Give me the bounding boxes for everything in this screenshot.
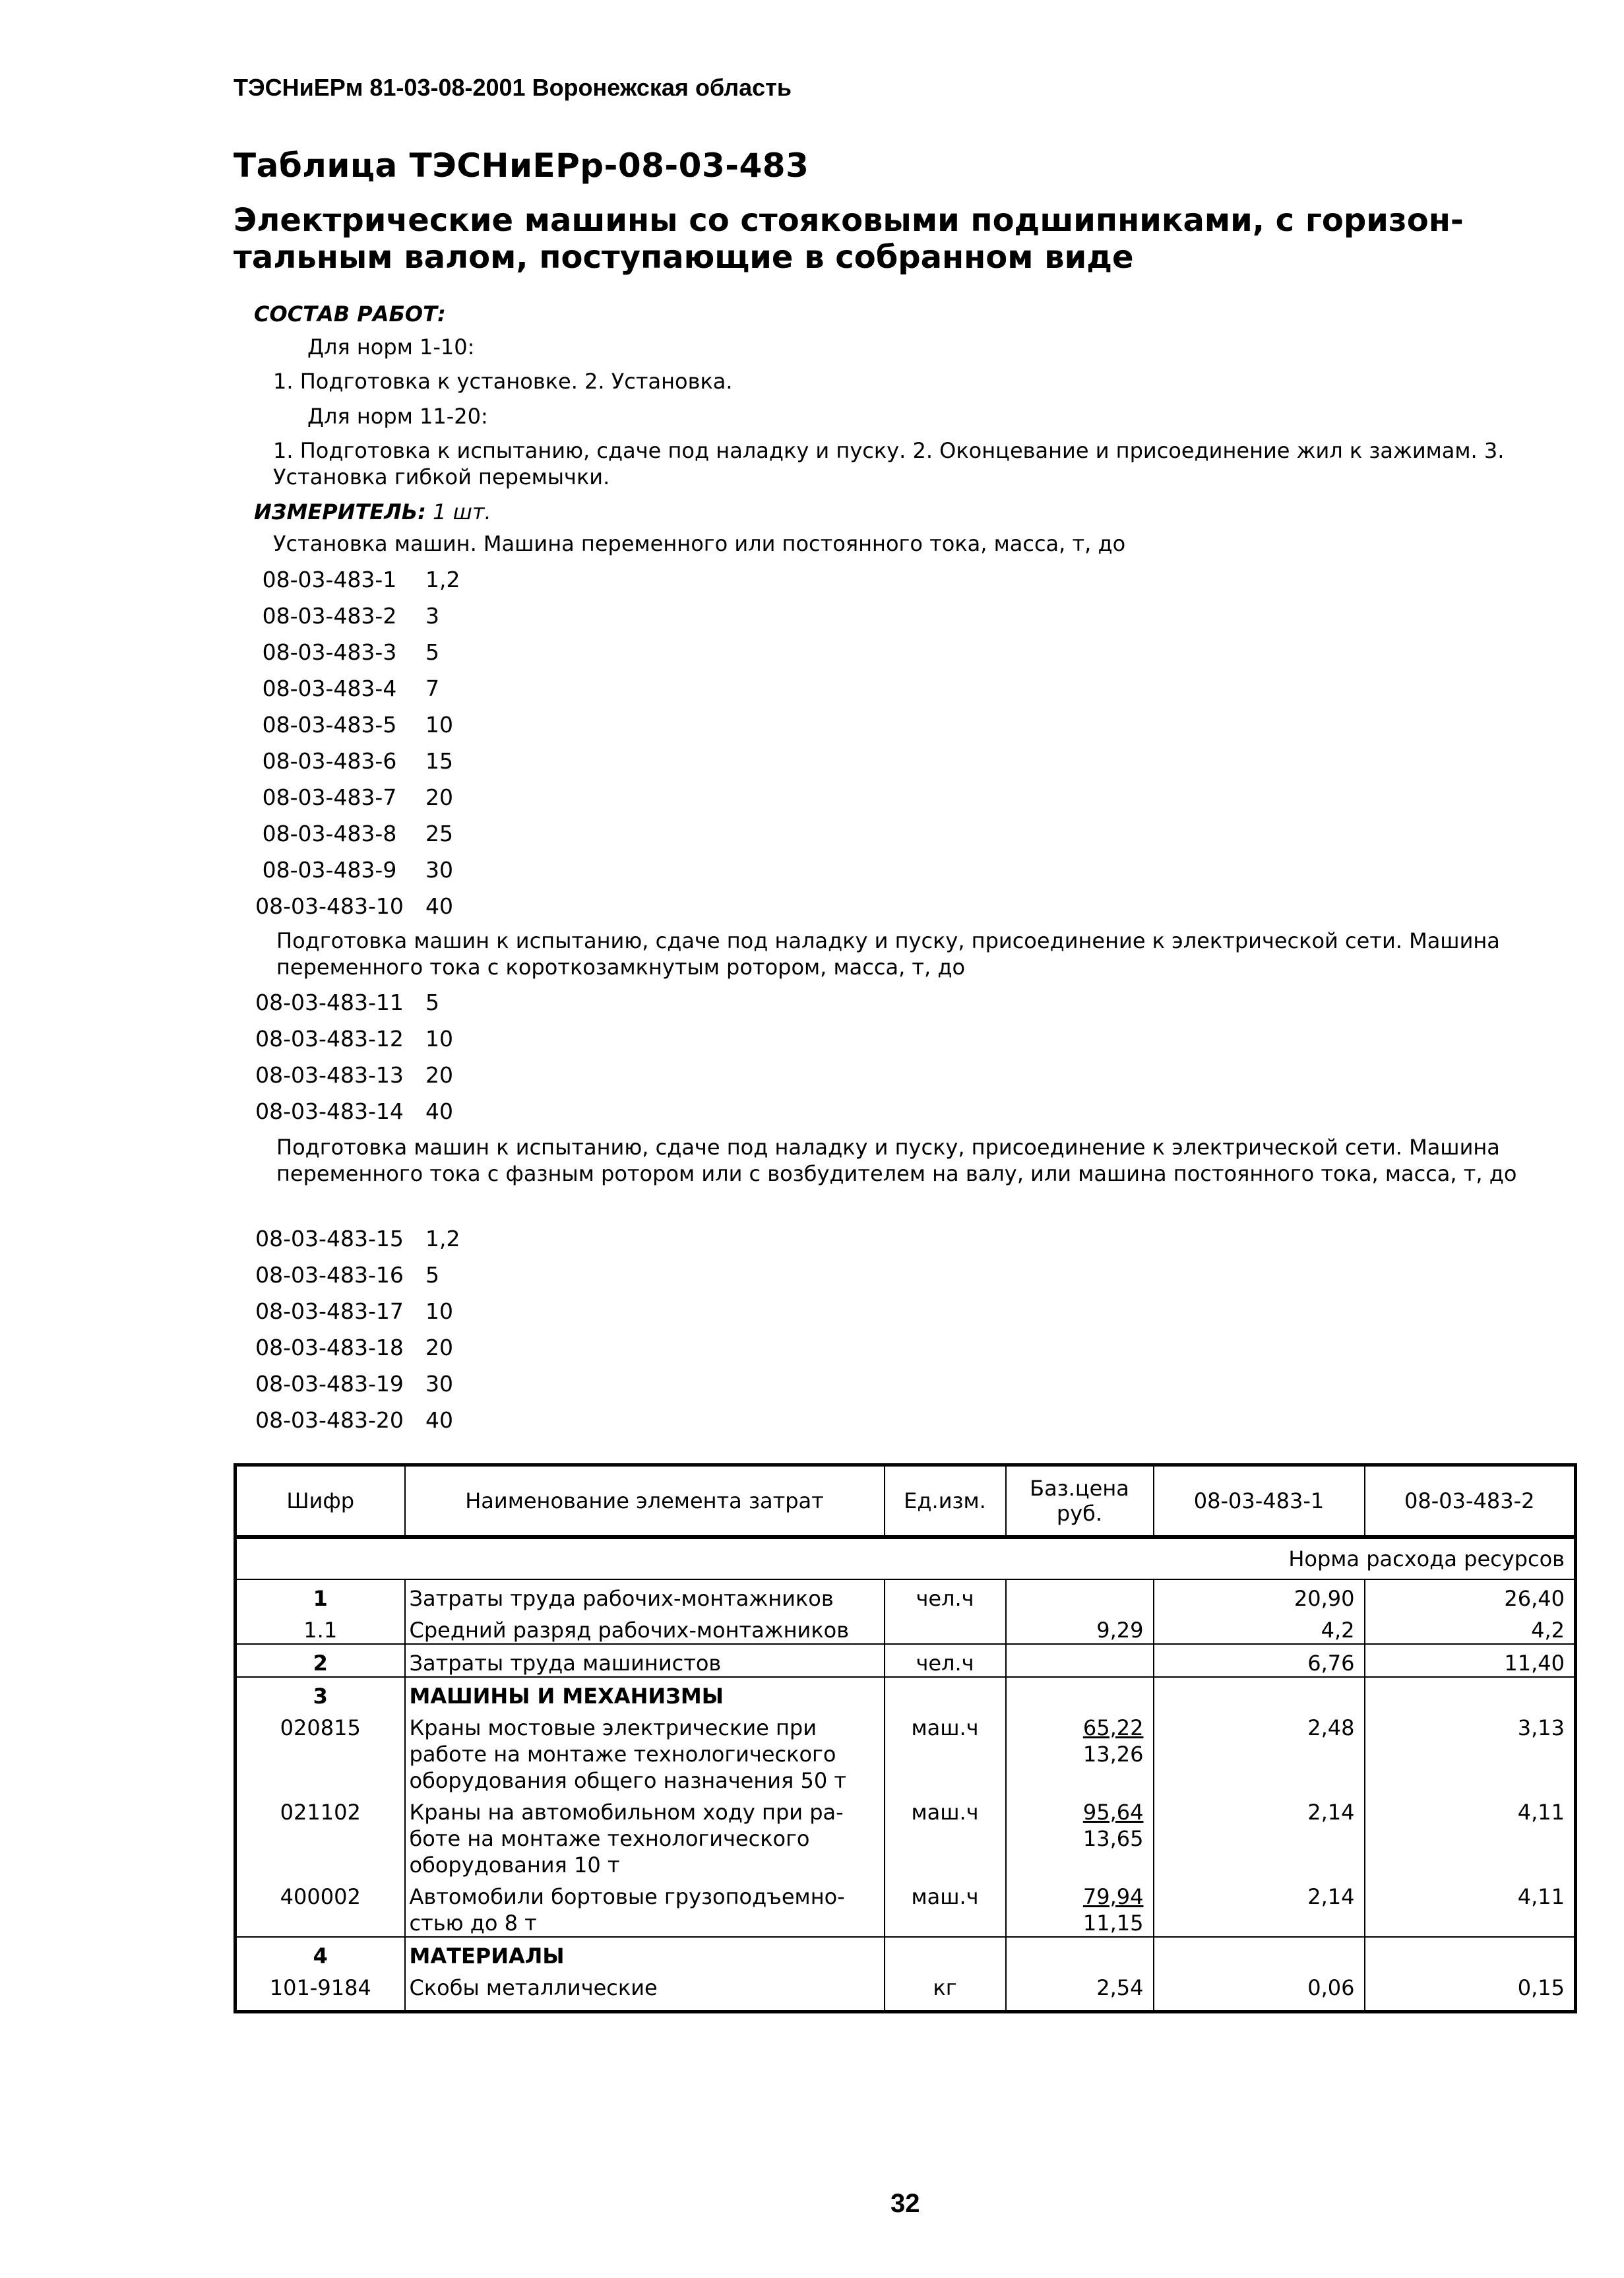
cell-unit xyxy=(885,1612,1006,1644)
cell-unit: маш.ч xyxy=(885,1709,1006,1794)
section-2-text: Подготовка машин к испытанию, сдаче под наладку и пуску, присоединение к электрической сети. Машина переменного тока с короткозамкнутым ротором, масса, т, до xyxy=(276,928,1500,980)
norm-mass: 7 xyxy=(425,676,439,701)
norm-mass: 30 xyxy=(425,1371,453,1397)
cell-norm-1: 2,14 xyxy=(1154,1878,1365,1937)
cell-name: Скобы металлические xyxy=(405,1969,885,2012)
norm-mass: 25 xyxy=(425,821,453,846)
cell-price xyxy=(1006,1937,1154,1969)
norm-code: 08-03-483-18 xyxy=(255,1335,404,1360)
norm-code-row xyxy=(234,1293,460,1329)
price-wage: 13,65 xyxy=(1082,1826,1144,1851)
cell-norm-2: 26,40 xyxy=(1365,1579,1576,1612)
table-title: Таблица ТЭСНиЕРр-08-03-483 xyxy=(234,146,809,185)
cell-norm-2: 11,40 xyxy=(1365,1644,1576,1677)
norm-mass: 1,2 xyxy=(425,567,460,592)
norm-mass: 20 xyxy=(425,1335,453,1360)
norm-code-row xyxy=(234,1329,460,1366)
norm-code: 08-03-483-7 xyxy=(262,784,397,810)
cell-price xyxy=(1006,1677,1154,1709)
cell-name: Затраты труда машинистов xyxy=(405,1644,885,1677)
price-main: 9,29 xyxy=(1096,1618,1144,1643)
cell-code: 400002 xyxy=(235,1878,405,1937)
cell-code: 4 xyxy=(235,1937,405,1969)
norm-code: 08-03-483-5 xyxy=(262,712,397,738)
group1-label: Для норм 1-10: xyxy=(307,334,475,360)
header-price: Баз.цена руб. xyxy=(1006,1465,1154,1538)
norm-code-row xyxy=(234,815,460,852)
cell-unit: чел.ч xyxy=(885,1644,1006,1677)
norm-code: 08-03-483-6 xyxy=(262,748,397,774)
norm-code-row xyxy=(234,1220,460,1257)
norm-code-row xyxy=(234,634,460,670)
cell-name: Затраты труда рабочих-монтажников xyxy=(405,1579,885,1612)
table-subtitle: Электрические машины со стояковыми подшипниками, с горизон-тальным валом, поступающие в собранном виде xyxy=(234,202,1464,276)
cell-code: 101-9184 xyxy=(235,1969,405,2012)
cell-unit xyxy=(885,1677,1006,1709)
norm-code: 08-03-483-14 xyxy=(255,1098,404,1124)
meter-value: 1 шт. xyxy=(433,499,491,524)
cell-norm-2: 4,11 xyxy=(1365,1878,1576,1937)
header-norm-2: 08-03-483-2 xyxy=(1365,1465,1576,1538)
norm-code: 08-03-483-15 xyxy=(255,1226,404,1251)
cell-norm-1 xyxy=(1154,1937,1365,1969)
price-main: 2,54 xyxy=(1096,1975,1144,2000)
cell-price xyxy=(1006,1969,1154,2012)
meter-label: ИЗМЕРИТЕЛЬ: xyxy=(254,499,426,524)
norm-code: 08-03-483-3 xyxy=(262,639,397,665)
table-row xyxy=(235,1937,1576,1969)
cell-name: Автомобили бортовые грузоподъемно-стью до 8 т xyxy=(405,1878,885,1937)
cell-unit: маш.ч xyxy=(885,1794,1006,1878)
norm-code-row xyxy=(234,743,460,779)
table-row xyxy=(235,1612,1576,1644)
cell-price xyxy=(1006,1709,1154,1794)
cell-norm-2: 0,15 xyxy=(1365,1969,1576,2012)
cell-norm-1 xyxy=(1154,1677,1365,1709)
norm-code: 08-03-483-11 xyxy=(255,990,404,1015)
composition-label: СОСТАВ РАБОТ: xyxy=(254,301,446,327)
norm-code: 08-03-483-16 xyxy=(255,1262,404,1288)
header-code: Шифр xyxy=(235,1465,405,1538)
norm-code-row xyxy=(234,984,453,1021)
cell-norm-1: 6,76 xyxy=(1154,1644,1365,1677)
norm-code-row xyxy=(234,1021,453,1057)
cell-code: 2 xyxy=(235,1644,405,1677)
section-3-text: Подготовка машин к испытанию, сдаче под наладку и пуску, присоединение к электрической сети. Машина переменного тока с фазным ротором или с возбудителем на валу, или машина постоянного тока, масса, т, до xyxy=(276,1135,1517,1186)
header-norm-1: 08-03-483-1 xyxy=(1154,1465,1365,1538)
section-3-codes xyxy=(234,1220,460,1438)
norm-code: 08-03-483-17 xyxy=(255,1298,404,1324)
table-row xyxy=(235,1644,1576,1677)
norm-mass: 5 xyxy=(425,990,439,1015)
norm-mass: 3 xyxy=(425,603,439,629)
cell-norm-1: 2,48 xyxy=(1154,1709,1365,1794)
norm-code: 08-03-483-2 xyxy=(262,603,397,629)
page-number: 32 xyxy=(890,2189,920,2218)
header-unit: Ед.изм. xyxy=(885,1465,1006,1538)
group2-label: Для норм 11-20: xyxy=(307,404,488,429)
norm-code-row xyxy=(234,598,460,634)
norm-code: 08-03-483-10 xyxy=(255,893,404,919)
norm-code-row xyxy=(234,1093,453,1129)
resource-table xyxy=(234,1463,1577,2013)
meter xyxy=(254,499,491,525)
group2-text: 1. Подготовка к испытанию, сдаче под наладку и пуску. 2. Оконцевание и присоединение жил к зажимам. 3. Установка гибкой перемычки. xyxy=(273,438,1505,490)
norm-mass: 15 xyxy=(425,748,453,774)
cell-unit: чел.ч xyxy=(885,1579,1006,1612)
group1-text: 1. Подготовка к установке. 2. Установка. xyxy=(273,369,733,394)
norm-mass: 10 xyxy=(425,1298,453,1324)
price-wage: 11,15 xyxy=(1082,1911,1144,1936)
cell-price xyxy=(1006,1579,1154,1612)
cell-name: Краны мостовые электрические при работе на монтаже технологического оборудования общего назначения 50 т xyxy=(405,1709,885,1794)
norm-mass: 20 xyxy=(425,784,453,810)
section-1-text: Установка машин. Машина переменного или постоянного тока, масса, т, до xyxy=(273,531,1126,556)
cell-code: 020815 xyxy=(235,1709,405,1794)
cell-name: МАШИНЫ И МЕХАНИЗМЫ xyxy=(405,1677,885,1709)
norm-code: 08-03-483-1 xyxy=(262,567,397,592)
cell-norm-1: 20,90 xyxy=(1154,1579,1365,1612)
norm-code: 08-03-483-9 xyxy=(262,857,397,883)
cell-norm-1: 2,14 xyxy=(1154,1794,1365,1878)
price-main: 79,94 xyxy=(1082,1884,1144,1909)
norm-mass: 40 xyxy=(425,1098,453,1124)
cell-code: 3 xyxy=(235,1677,405,1709)
norm-code-row xyxy=(234,779,460,815)
norm-code-row xyxy=(234,670,460,707)
cell-code: 1.1 xyxy=(235,1612,405,1644)
table-row xyxy=(235,1579,1576,1612)
table-row xyxy=(235,1677,1576,1709)
norm-mass: 40 xyxy=(425,893,453,919)
cell-price xyxy=(1006,1794,1154,1878)
price-wage: 13,26 xyxy=(1082,1742,1144,1767)
cell-norm-2: 3,13 xyxy=(1365,1709,1576,1794)
norm-mass: 5 xyxy=(425,639,439,665)
price-main: 65,22 xyxy=(1082,1715,1144,1740)
table-row xyxy=(235,1709,1576,1794)
norm-code: 08-03-483-20 xyxy=(255,1407,404,1433)
document-header: ТЭСНиЕРм 81-03-08-2001 Воронежская область xyxy=(234,74,792,101)
cell-code: 1 xyxy=(235,1579,405,1612)
norm-code-row xyxy=(234,1402,460,1438)
section-2-codes xyxy=(234,984,453,1129)
cell-name: Краны на автомобильном ходу при ра-боте на монтаже технологического оборудования 10 т xyxy=(405,1794,885,1878)
norm-code-row xyxy=(234,888,460,924)
norm-mass: 10 xyxy=(425,1026,453,1052)
norm-code: 08-03-483-4 xyxy=(262,676,397,701)
norm-code-row xyxy=(234,561,460,598)
norm-code: 08-03-483-13 xyxy=(255,1062,404,1088)
cell-code: 021102 xyxy=(235,1794,405,1878)
cell-norm-2 xyxy=(1365,1937,1576,1969)
norm-mass: 30 xyxy=(425,857,453,883)
norm-code-row xyxy=(234,1057,453,1093)
norm-code: 08-03-483-8 xyxy=(262,821,397,846)
cell-name: Средний разряд рабочих-монтажников xyxy=(405,1612,885,1644)
table-row xyxy=(235,1878,1576,1937)
norm-code-row xyxy=(234,1257,460,1293)
norm-mass: 1,2 xyxy=(425,1226,460,1251)
norm-code: 08-03-483-19 xyxy=(255,1371,404,1397)
cell-norm-1: 0,06 xyxy=(1154,1969,1365,2012)
norm-code: 08-03-483-12 xyxy=(255,1026,404,1052)
cell-price xyxy=(1006,1644,1154,1677)
table-row xyxy=(235,1794,1576,1878)
norm-code-row xyxy=(234,707,460,743)
cell-unit: маш.ч xyxy=(885,1878,1006,1937)
norm-code-row xyxy=(234,1366,460,1402)
cell-norm-2: 4,2 xyxy=(1365,1612,1576,1644)
cell-unit: кг xyxy=(885,1969,1006,2012)
cell-norm-1: 4,2 xyxy=(1154,1612,1365,1644)
norm-code-row xyxy=(234,852,460,888)
cell-price xyxy=(1006,1878,1154,1937)
cell-norm-2 xyxy=(1365,1677,1576,1709)
norm-mass: 20 xyxy=(425,1062,453,1088)
norm-mass: 10 xyxy=(425,712,453,738)
price-main: 95,64 xyxy=(1082,1800,1144,1825)
cell-norm-2: 4,11 xyxy=(1365,1794,1576,1878)
norm-mass: 5 xyxy=(425,1262,439,1288)
section-1-codes xyxy=(234,561,460,924)
header-name: Наименование элемента затрат xyxy=(405,1465,885,1538)
cell-price xyxy=(1006,1612,1154,1644)
norm-mass: 40 xyxy=(425,1407,453,1433)
cell-unit xyxy=(885,1937,1006,1969)
table-row xyxy=(235,1969,1576,2012)
norm-label: Норма расхода ресурсов xyxy=(235,1537,1576,1579)
cell-name: МАТЕРИАЛЫ xyxy=(405,1937,885,1969)
